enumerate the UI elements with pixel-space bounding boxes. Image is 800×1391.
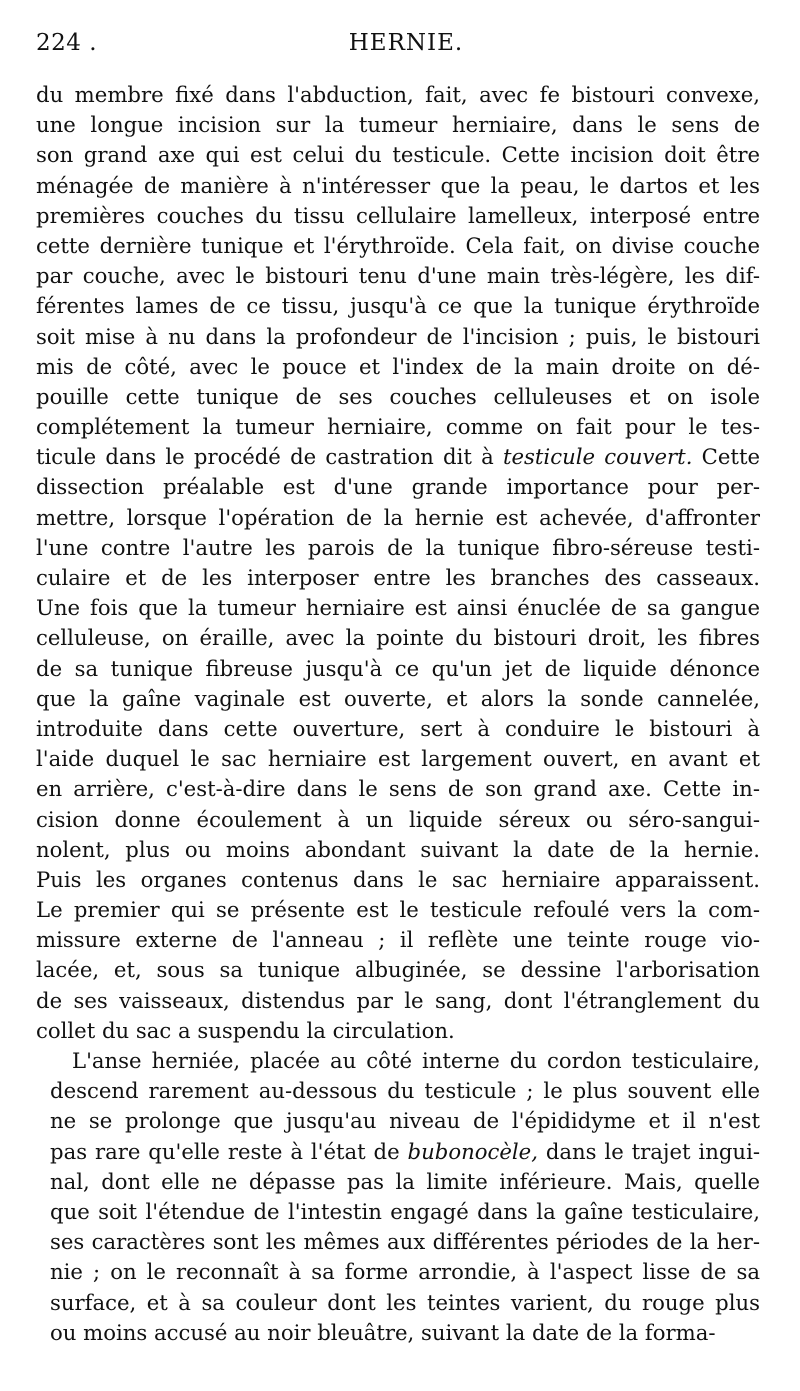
text-line — [36, 865, 760, 895]
text-run: férentes lames de ce tissu, jusqu'à ce que la tunique érythroïde — [36, 293, 760, 319]
text-run: ou moins accusé au noir bleuâtre, suivant la date de la forma- — [50, 1319, 716, 1345]
text-line — [36, 955, 760, 985]
text-line — [36, 352, 760, 382]
text-run: l'aide duquel le sac herniaire est largement ouvert, en avant et — [36, 746, 760, 772]
text-line — [36, 714, 760, 744]
text-run: Puis les organes contenus dans le sac herniaire apparaissent. — [36, 866, 760, 892]
text-line — [36, 654, 760, 684]
text-run: l'une contre l'autre les parois de la tunique fibro-séreuse testi- — [36, 534, 760, 560]
text-line — [36, 382, 760, 412]
text-run: que la gaîne vaginale est ouverte, et alors la sonde cannelée, — [36, 685, 760, 711]
text-run: de sa tunique fibreuse jusqu'à ce qu'un jet de liquide dénonce — [36, 655, 760, 681]
text-line — [36, 171, 760, 201]
text-line — [36, 895, 760, 925]
text-run: par couche, avec le bistouri tenu d'une main très-légère, les dif- — [36, 263, 760, 289]
text-line — [36, 503, 760, 533]
italic-text-run: testicule couvert. — [502, 444, 693, 470]
text-line — [36, 1106, 760, 1136]
page-header — [36, 30, 776, 64]
text-run: premières couches du tissu cellulaire lamelleux, interposé entre — [36, 202, 760, 228]
text-run: cision donne écoulement à un liquide séreux ou séro-sangui- — [36, 806, 760, 832]
text-run: que soit l'étendue de l'intestin engagé dans la gaîne testiculaire, — [50, 1198, 760, 1224]
text-line — [36, 774, 760, 804]
text-run: introduite dans cette ouverture, sert à conduire le bistouri à — [36, 715, 760, 741]
text-run: nie ; on le reconnaît à sa forme arrondie, à l'aspect lisse de sa — [50, 1259, 760, 1285]
text-line — [36, 593, 760, 623]
italic-text-run: bubonocèle, — [407, 1138, 538, 1164]
text-run: surface, et à sa couleur dont les teintes varient, du rouge plus — [50, 1289, 760, 1315]
text-run: pouille cette tunique de ses couches celluleuses et on isole — [36, 383, 760, 409]
text-line — [36, 322, 760, 352]
text-run: Cette — [692, 444, 760, 470]
text-run: L'anse herniée, placée au côté interne du cordon testiculaire, — [72, 1048, 760, 1073]
text-line — [36, 925, 760, 955]
text-line — [36, 442, 760, 472]
text-line — [36, 1318, 760, 1348]
text-run: ménagée de manière à n'intéresser que la peau, le dartos et les — [36, 172, 760, 198]
text-run: mis de côté, avec le pouce et l'index de la main droite on dé- — [36, 353, 760, 379]
text-run: culaire et de les interposer entre les branches des casseaux. — [36, 565, 760, 590]
text-run: du membre fixé dans l'abduction, fait, avec fe bistouri convexe, — [36, 82, 760, 107]
text-line — [36, 563, 760, 593]
text-line — [36, 1046, 760, 1076]
text-line — [36, 623, 760, 653]
text-run: nal, dont elle ne dépasse pas la limite inférieure. Mais, quelle — [50, 1168, 760, 1194]
text-line — [36, 231, 760, 261]
text-run: pas rare qu'elle reste à l'état de — [50, 1138, 408, 1164]
text-line — [36, 1227, 760, 1257]
text-run: lacée, et, sous sa tunique albuginée, se dessine l'arborisation — [36, 957, 760, 983]
text-run: dissection préalable est d'une grande importance pour per- — [36, 474, 760, 500]
text-run: ses caractères sont les mêmes aux différentes périodes de la her- — [50, 1229, 760, 1255]
text-line — [36, 140, 760, 170]
text-line — [36, 684, 760, 714]
text-run: mettre, lorsque l'opération de la hernie est achevée, d'affronter — [36, 504, 760, 530]
text-line — [36, 472, 760, 502]
text-run: celluleuse, on éraille, avec la pointe du bistouri droit, les fibres — [36, 625, 760, 651]
body-text — [36, 80, 760, 1348]
text-line — [36, 201, 760, 231]
text-line — [36, 412, 760, 442]
text-line — [36, 1257, 760, 1287]
text-run: soit mise à nu dans la profondeur de l'incision ; puis, le bistouri — [36, 323, 760, 349]
text-run: missure externe de l'anneau ; il reflète une teinte rouge vio- — [36, 927, 760, 953]
text-run: descend rarement au-dessous du testicule ; le plus souvent elle — [50, 1078, 760, 1104]
text-run: une longue incision sur la tumeur herniaire, dans le sens de — [36, 112, 760, 138]
running-head: HERNIE. — [348, 30, 464, 56]
text-run: ticule dans le procédé de castration dit à — [36, 444, 503, 470]
text-line — [36, 1167, 760, 1197]
text-line — [36, 1137, 760, 1167]
text-line — [36, 291, 760, 321]
text-line — [36, 744, 760, 774]
text-line — [36, 533, 760, 563]
text-run: collet du sac a suspendu la circulation. — [36, 1017, 455, 1043]
text-line — [36, 261, 760, 291]
text-run: Une fois que la tumeur herniaire est ainsi énuclée de sa gangue — [36, 595, 760, 621]
text-line — [36, 986, 760, 1016]
text-run: son grand axe qui est celui du testicule. Cette incision doit être — [36, 142, 760, 168]
text-run: cette dernière tunique et l'érythroïde. Cela fait, on divise couche — [36, 232, 760, 258]
text-run: nolent, plus ou moins abondant suivant la date de la hernie. — [36, 836, 760, 862]
text-line — [36, 835, 760, 865]
text-line — [36, 1197, 760, 1227]
text-line — [36, 110, 760, 140]
text-line — [36, 1076, 760, 1106]
text-run: en arrière, c'est-à-dire dans le sens de son grand axe. Cette in- — [36, 776, 760, 802]
text-run: dans le trajet ingui- — [537, 1138, 760, 1164]
text-run: complétement la tumeur herniaire, comme on fait pour le tes- — [36, 414, 760, 440]
text-run: Le premier qui se présente est le testicule refoulé vers la com- — [36, 897, 760, 923]
text-run: de ses vaisseaux, distendus par le sang, dont l'étranglement du — [36, 987, 760, 1013]
page-number: 224 . — [36, 30, 98, 56]
text-line — [36, 805, 760, 835]
text-line — [36, 80, 760, 110]
text-line — [36, 1288, 760, 1318]
text-run: ne se prolonge que jusqu'au niveau de l'épididyme et il n'est — [50, 1108, 760, 1134]
text-line — [36, 1016, 760, 1046]
